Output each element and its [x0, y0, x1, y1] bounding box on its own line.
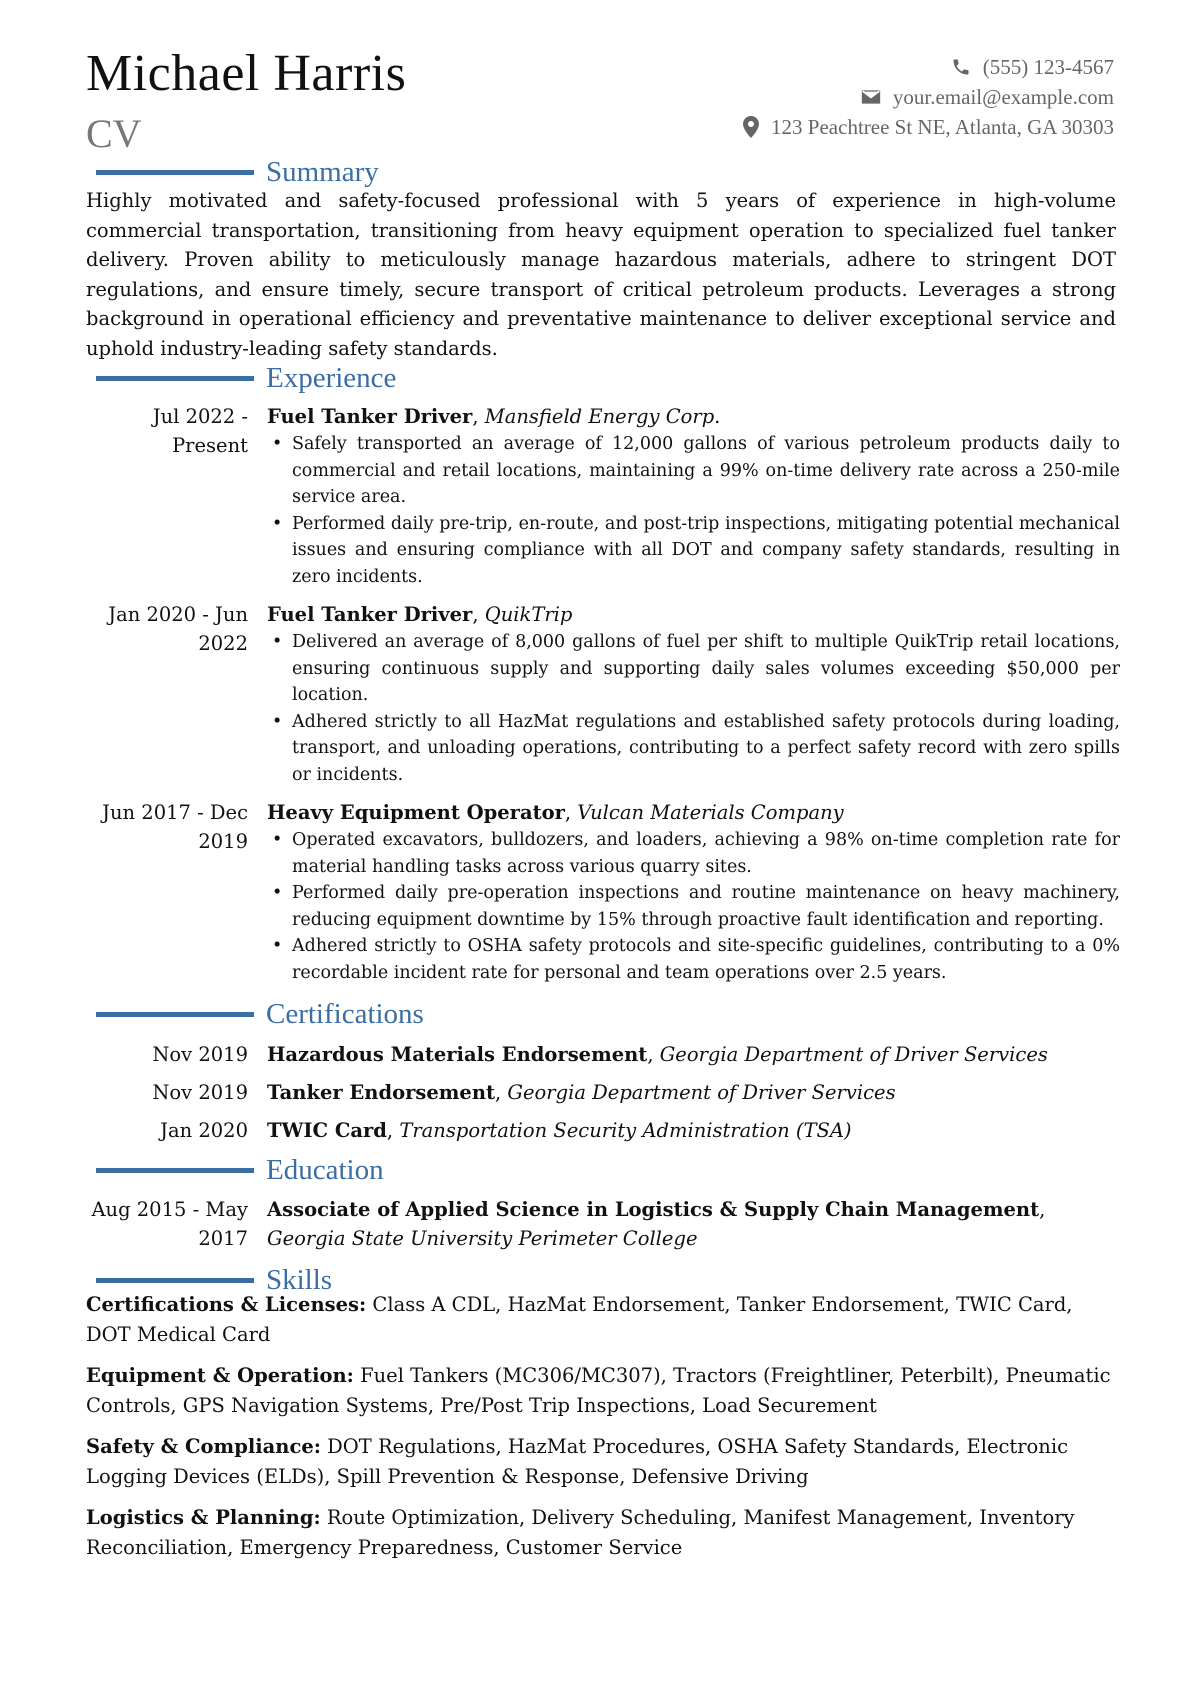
certification-issuer: Transportation Security Administration (TSA): [399, 1119, 852, 1142]
achievement-list: [267, 431, 1120, 590]
section-rule: [96, 1278, 254, 1283]
skill-items: Class A CDL, HazMat Endorsement, Tanker Endorsement, TWIC Card, DOT Medical Card: [86, 1293, 1073, 1346]
document-subtitle: CV: [86, 111, 142, 156]
achievement-item: • Safely transported an average of 12,000 gallons of various petroleum products daily to commercial and retail locations, maintaining a 99% on-time delivery rate across a 250-mile service area.: [267, 431, 1120, 511]
cv-page: Michael Harris CV (555) 123-4567 your.email@example.com 123 Peachtree St NE, Atlanta, GA 30303 Summary Highly motivated and safety-focused professional with 5 years of experience in high-volume commercial transportation, transitioning from heavy equipment operation to specialized fuel tanker delivery. Proven ability to meticulously manage hazardous materials, adhere to stringent DOT regulations, and ensure timely, secure transport of critical petroleum products. Leverages a strong background in operational efficiency and preventative maintenance to deliver exceptional service and uphold industry-leading safety standards. Experience Jul 2022 - Present Fuel Tanker Driver, Mansfield Energy Corp. • Safely transported an average of 12,000 gallons of various petroleum products daily to commercial and retail locations, maintaining a 99% on-time delivery rate across a 250-mile service area. • Performed daily pre-trip, en-route, and post-trip inspections, mitigating potential mechanical issues and ensuring compliance with all DOT and company safety standards, resulting in zero incidents. Jan 2020 - Jun 2022 Fuel Tanker Driver, QuikTrip • Delivered an average of 8,000 gallons of fuel per shift to multiple QuikTrip retail locations, ensuring continuous supply and supporting daily sales volumes exceeding $50,000 per location. • Adhered strictly to all HazMat regulations and established safety protocols during loading, transport, and unloading operations, contributing to a perfect safety record with zero spills or incidents. Jun 2017 - Dec 2019 Heavy Equipment Operator, Vulcan Materials Company • Operated excavators, bulldozers, and loaders, achieving a 98% on-time completion rate for material handling tasks across various quarry sites. • Performed daily pre-operation inspections and routine maintenance on heavy machinery, reducing equipment downtime by 15% through proactive fault identification and reporting. • Adhered strictly to OSHA safety protocols and site-specific guidelines, contributing to a 0% recordable incident rate for personal and team operations over 2.5 years. Certifications Nov 2019 Hazardous Materials Endorsement, Georgia Department of Driver Services Nov 2019 Tanker Endorsement, Georgia Department of Driver Services Jan 2020 TWIC Card, Transportation Security Administration (TSA) Education Aug 2015 - May 2017 Associate of Applied Science in Logistics & Supply Chain Management, Georgia State University Perimeter College Skills Certifications & Licenses: Class A CDL, HazMat Endorsement, Tanker Endorsement, TWIC Card, DOT Medical Card Equipment & Operation: Fuel Tankers (MC306/MC307), Tractors (Freightliner, Peterbilt), Pneumatic Controls, GPS Navigation Systems, Pre/Post Trip Inspections, Load Securement Safety & Compliance: DOT Regulations, HazMat Procedures, OSHA Safety Standards, Electronic Logging Devices (ELDs), Spill Prevention & Response, Defensive Driving Logistics & Planning: Route Optimization, Delivery Scheduling, Manifest Management, Inventory Reconciliation, Emergency Preparedness, Customer Service: [0, 0, 1190, 1683]
phone-number[interactable]: (555) 123-4567: [982, 55, 1114, 79]
achievement-item: • Adhered strictly to OSHA safety protocols and site-specific guidelines, contributing to a 0% recordable incident rate for personal and team operations over 2.5 years.: [267, 933, 1120, 986]
summary-text: Highly motivated and safety-focused professional with 5 years of experience in high-volume commercial transportation, transitioning from heavy equipment operation to specialized fuel tanker delivery. Proven ability to meticulously manage hazardous materials, adhere to stringent DOT regulations, and ensure timely, secure transport of critical petroleum products. Leverages a strong background in operational efficiency and preventative maintenance to deliver exceptional service and uphold industry-leading safety standards.: [86, 189, 1116, 360]
achievement-item: • Performed daily pre-trip, en-route, and post-trip inspections, mitigating potential mechanical issues and ensuring compliance with all DOT and company safety standards, resulting in zero incidents.: [267, 511, 1120, 591]
achievement-item: • Operated excavators, bulldozers, and loaders, achieving a 98% on-time completion rate for material handling tasks across various quarry sites.: [267, 827, 1120, 880]
section-title: Certifications: [266, 998, 424, 1030]
experience-date: Jun 2017 - Dec 2019: [102, 801, 248, 853]
certification-date: Nov 2019: [152, 1081, 248, 1104]
skill-group: [86, 1361, 1116, 1420]
certification-name: TWIC Card: [267, 1119, 387, 1142]
skill-category: Safety & Compliance:: [86, 1435, 321, 1458]
section-title: Education: [266, 1154, 384, 1186]
experience-title: Fuel Tanker Driver, QuikTrip: [267, 603, 573, 626]
applicant-name: Michael Harris: [86, 45, 407, 102]
experience-date: Jan 2020 - Jun 2022: [108, 603, 248, 655]
experience-date: Jul 2022 - Present: [152, 405, 248, 457]
experience-heading: [96, 360, 396, 396]
skill-category: Logistics & Planning:: [86, 1506, 321, 1529]
school: Georgia State University Perimeter College: [267, 1227, 698, 1250]
section-rule: [96, 376, 254, 381]
skill-items: Route Optimization, Delivery Scheduling, Manifest Management, Inventory Reconciliation, Emergency Preparedness, Customer Service: [86, 1506, 1075, 1559]
education-heading: [96, 1152, 384, 1188]
achievement-item: • Performed daily pre-operation inspections and routine maintenance on heavy machinery, reducing equipment downtime by 15% through proactive fault identification and reporting.: [267, 880, 1120, 933]
summary-heading: [96, 154, 379, 190]
experience-title: Heavy Equipment Operator, Vulcan Materials Company: [267, 801, 844, 824]
job-role: Heavy Equipment Operator: [267, 801, 565, 824]
section-title: Summary: [266, 156, 379, 188]
education-date: Aug 2015 - May 2017: [91, 1198, 248, 1250]
certification-issuer: Georgia Department of Driver Services: [507, 1081, 896, 1104]
employer: QuikTrip: [484, 603, 573, 626]
job-role: Fuel Tanker Driver: [267, 603, 473, 626]
section-title: Experience: [266, 362, 397, 394]
employer: Mansfield Energy Corp.: [484, 405, 721, 428]
section-title: Skills: [266, 1264, 333, 1296]
section-rule: [96, 1012, 254, 1017]
email-address[interactable]: your.email@example.com: [892, 85, 1114, 109]
section-rule: [96, 170, 254, 175]
skill-group: [86, 1290, 1116, 1349]
certification-date: Jan 2020: [160, 1119, 248, 1142]
achievement-item: • Delivered an average of 8,000 gallons of fuel per shift to multiple QuikTrip retail locations, ensuring continuous supply and supporting daily sales volumes exceeding $50,000 per location.: [267, 629, 1120, 709]
phone-icon: [951, 57, 971, 77]
email-line: [743, 82, 1114, 112]
job-role: Fuel Tanker Driver: [267, 405, 473, 428]
achievement-list: [267, 629, 1120, 788]
skill-items: DOT Regulations, HazMat Procedures, OSHA Safety Standards, Electronic Logging Devices (ELDs), Spill Prevention & Response, Defensive Driving: [86, 1435, 1069, 1488]
certification-date: Nov 2019: [152, 1043, 248, 1066]
certification-name: Hazardous Materials Endorsement: [267, 1043, 648, 1066]
skill-group: [86, 1432, 1116, 1491]
skill-category: Equipment & Operation:: [86, 1364, 354, 1387]
degree: Associate of Applied Science in Logistics & Supply Chain Management: [267, 1198, 1040, 1221]
experience-title: Fuel Tanker Driver, Mansfield Energy Corp.: [267, 405, 721, 428]
skill-category: Certifications & Licenses:: [86, 1293, 367, 1316]
contact-block: [743, 52, 1114, 142]
skill-items: Fuel Tankers (MC306/MC307), Tractors (Freightliner, Peterbilt), Pneumatic Controls, GPS Navigation Systems, Pre/Post Trip Inspections, Load Securement: [86, 1364, 1111, 1417]
skill-group: [86, 1503, 1116, 1562]
certification-name: Tanker Endorsement: [267, 1081, 496, 1104]
envelope-icon: [861, 89, 881, 105]
street-address: 123 Peachtree St NE, Atlanta, GA 30303: [771, 115, 1114, 139]
skills-list: [86, 1290, 1116, 1574]
section-rule: [96, 1168, 254, 1173]
phone-line: [743, 52, 1114, 82]
achievement-list: [267, 827, 1120, 986]
map-pin-icon: [743, 116, 759, 138]
certifications-heading: [96, 996, 424, 1032]
certification-issuer: Georgia Department of Driver Services: [659, 1043, 1048, 1066]
address-line: [743, 112, 1114, 142]
achievement-item: • Adhered strictly to all HazMat regulations and established safety protocols during loading, transport, and unloading operations, contributing to a perfect safety record with zero spills or incidents.: [267, 709, 1120, 789]
employer: Vulcan Materials Company: [577, 801, 844, 824]
